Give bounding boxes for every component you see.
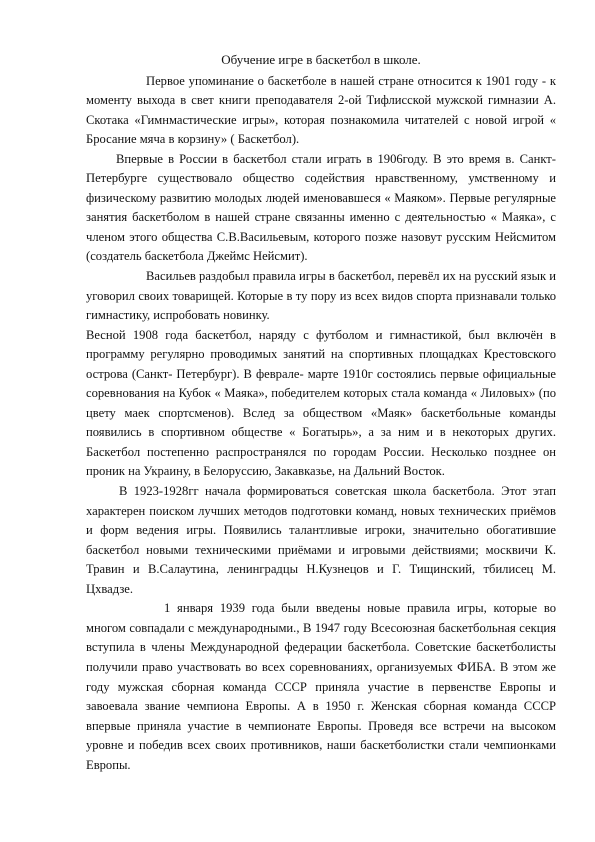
paragraph-vasiliev: Васильев раздобыл правила игры в баскетбол, перевёл их на русский язык и уговорил своих товарищей. Которые в ту пору из всех видов спорта признавали только гимнастику, испробовать новинку.: [86, 269, 556, 323]
document-title: Обучение игре в баскетбол в школе.: [221, 52, 421, 67]
paragraph-fiba-1939: 1 января 1939 года были введены новые правила игры, которые во многом совпадали с международными., В 1947 году Всесоюзная баскетбольная секция вступила в члены Международной федерации баскетбола. Советские баскетболисты получили право участвовать во всех соревнованиях, организуемых ФИБА. В этом же году мужская сборная команда СССР приняла участие в первенстве Европы и завоевала звание чемпиона Европы. А в 1950 г. Женская сборная команда СССР впервые приняла участие в чемпионате Европы. Проведя все встречи на высоком уровне и победив всех своих противников, наши баскетболистки стали чемпионками Европы.: [86, 601, 556, 772]
document-body: [86, 50, 556, 775]
paragraph-soviet-school: В 1923-1928гг начала формироваться советская школа баскетбола. Этот этап характерен поиском лучших методов подготовки команд, новых технических приёмов и форм ведения игры. Появились талантливые игроки, значительно обогатившие баскетбол новыми техническими приёмами и игровыми действиями; москвичи К. Травин и В.Салаутина, ленинградцы Н.Кузнецов и Г. Тищинский, тбилисец М. Цхвадзе.: [86, 484, 556, 596]
paragraph-first-mention: Первое упоминание о баскетболе в нашей стране относится к 1901 году - к моменту выхода в свет книги преподавателя 2-ой Тифлисской мужской гимназии А. Скотака «Гимнмастические игры», которая познакомила читателей с новой игрой « Бросание мяча в корзину» ( Баскетбол).: [86, 73, 556, 147]
paragraph-spring-1908: Весной 1908 года баскетбол, наряду с футболом и гимнастикой, был включён в программу регулярно проводимых занятий на спортивных площадках Крестовского острова (Санкт- Петербург). В феврале- марте 1910г состоялись первые официальные соревнования на Кубок « Маяка», победителем которых стала команда « Лиловых» (по цвету маек спортсменов). Вслед за обществом «Маяк» баскетбольные команды появились в спортивном обществе « Богатырь», а за ним и в некоторых других. Баскетбол постепенно распространялся по городам России. Несколько позднее он проник на Украину, в Белоруссию, Закавказье, на Дальний Восток.: [86, 327, 556, 479]
paragraph-russia-1906: Впервые в России в баскетбол стали играть в 1906году. В это время в. Санкт- Петербурге существовало общество содействия нравственному, умственному и физическому развитию молодых людей именовавшеся « Маяком». Первые регулярные занятия баскетболом в нашей стране связанны именно с деятельностью « Маяка», с членом этого общества С.В.Васильевым, которого позже назовут русским Нейсмитом (создатель баскетбола Джеймс Нейсмит).: [86, 151, 556, 264]
